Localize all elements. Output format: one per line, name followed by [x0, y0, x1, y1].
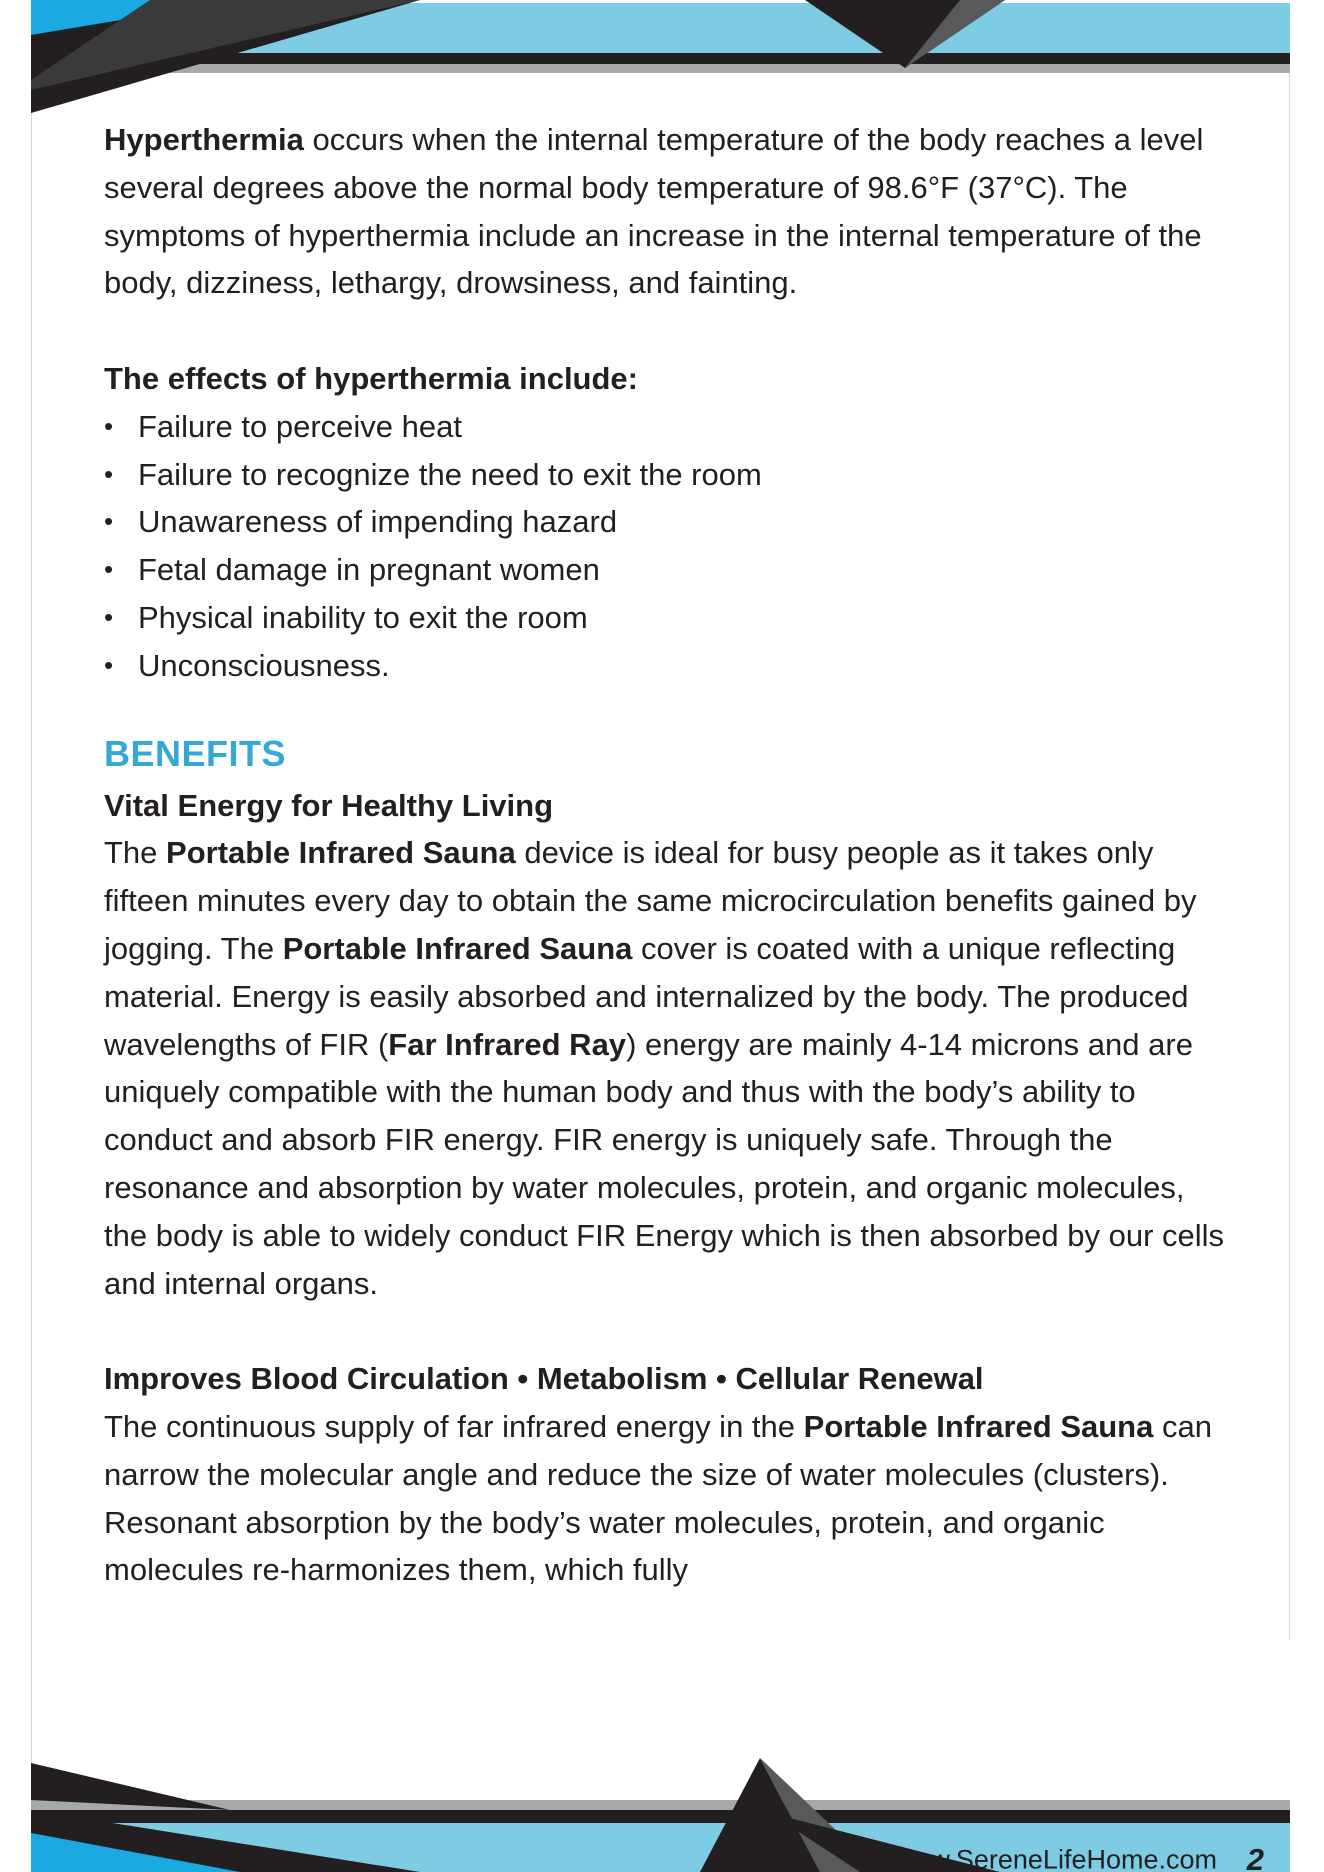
fir-term: Far Infrared Ray	[388, 1026, 627, 1062]
circulation-paragraph	[104, 1403, 1234, 1594]
list-item: • Unawareness of impending hazard	[104, 498, 1234, 546]
list-item: • Physical inability to exit the room	[104, 594, 1234, 642]
intro-text: occurs when the internal temperature of the body reaches a level several degrees above the normal body temperature of 98.6°F (37°C). The symptoms of hyperthermia include an increase in the internal temperature of the body, dizziness, lethargy, drowsiness, and fainting.	[104, 122, 1204, 301]
vital-energy-heading: Vital Energy for Healthy Living	[104, 787, 554, 823]
product-name: Portable Infrared Sauna	[803, 1408, 1154, 1444]
vital-energy-paragraph	[104, 829, 1234, 1307]
page-border-right	[1289, 70, 1290, 1640]
circulation-heading: Improves Blood Circulation • Metabolism • Cellular Renewal	[104, 1361, 984, 1397]
list-item: • Unconsciousness.	[104, 642, 1234, 690]
product-name: Portable Infrared Sauna	[166, 835, 516, 871]
intro-paragraph	[104, 116, 1234, 307]
page-content	[104, 116, 1234, 1594]
benefits-title: BENEFITS	[104, 732, 287, 774]
header-banner	[0, 0, 1324, 115]
text-run: The	[104, 835, 167, 871]
footer-url[interactable]: www.SereneLifeHome.com	[891, 1844, 1217, 1872]
hyperthermia-term: Hyperthermia	[104, 122, 304, 157]
effects-list	[104, 403, 1234, 690]
list-item: • Fetal damage in pregnant women	[104, 546, 1234, 594]
page-border-left	[31, 0, 32, 1872]
effects-heading: The effects of hyperthermia include:	[104, 360, 638, 396]
list-item: • Failure to recognize the need to exit the room	[104, 451, 1234, 499]
text-run: ) energy are mainly 4-14 microns and are uniquely compatible with the human body and thus with the body’s ability to conduct and absorb FIR energy. FIR energy is uniquely safe. Through the resonance and absorption by water molecules, protein, and organic molecules, the body is able to widely conduct FIR Energy which is then absorbed by our cells and internal organs.	[104, 1026, 1225, 1301]
product-name: Portable Infrared Sauna	[282, 930, 633, 966]
text-run: can narrow the molecular angle and reduce the size of water molecules (clusters). Resonant absorption by the body’s water molecules, protein, and organic molecules re-harmonizes them, which fully	[104, 1408, 1212, 1588]
list-item: • Failure to perceive heat	[104, 403, 1234, 451]
text-run: device is ideal for busy people as it takes only fifteen minutes every day to obtain the same microcirculation benefits gained by jogging. The	[104, 835, 1197, 966]
text-run: cover is coated with a unique reflecting material. Energy is easily absorbed and internalized by the body. The produced wavelengths of FIR (	[104, 930, 1189, 1062]
text-run: The continuous supply of far infrared energy in the	[104, 1408, 804, 1444]
page-number: 2	[1246, 1842, 1264, 1872]
